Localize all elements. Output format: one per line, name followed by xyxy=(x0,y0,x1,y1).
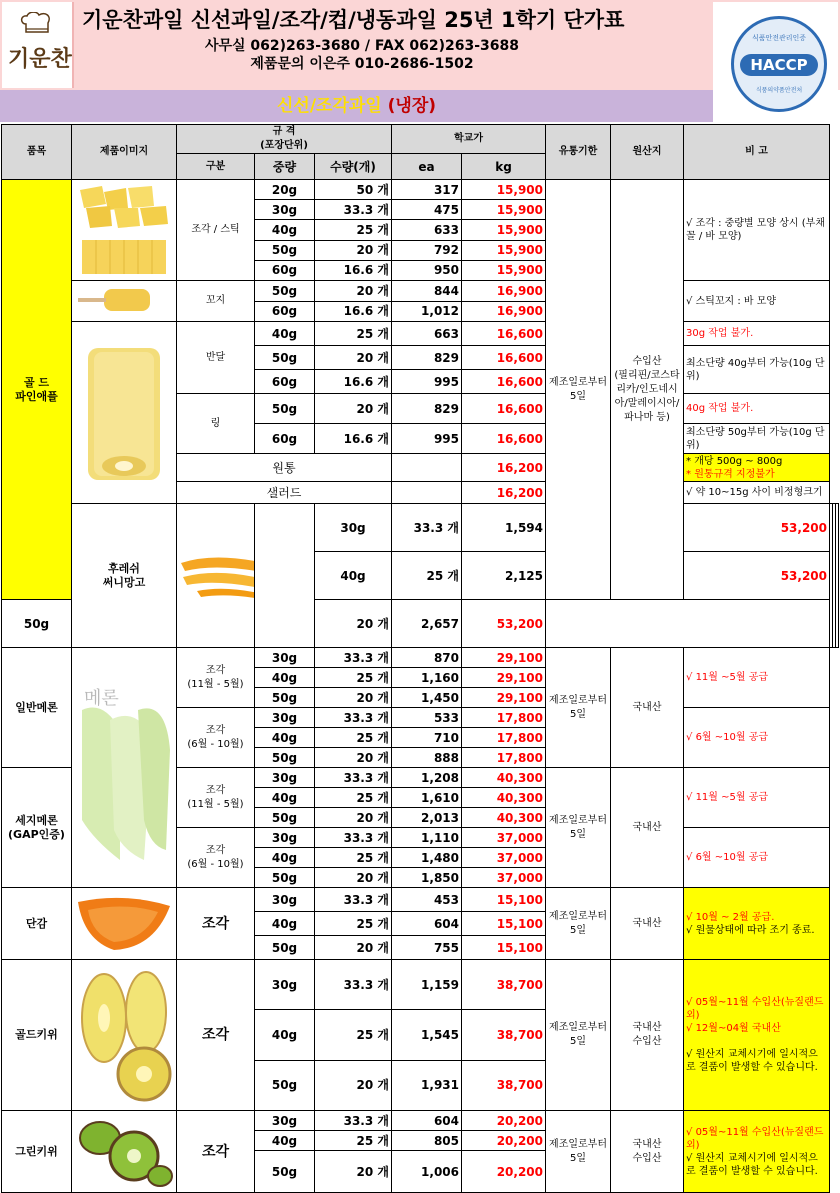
table-row: 40g 25 개 1,545 38,700 xyxy=(2,1010,839,1060)
remark: 40g 작업 불가. xyxy=(684,394,830,424)
table-row: 30g 33.3 개 475 15,900 xyxy=(2,200,839,220)
col-image: 제품이미지 xyxy=(72,125,177,180)
chef-hat-icon xyxy=(18,12,56,36)
item-name: 일반메론 xyxy=(2,648,72,768)
melon-slices-icon xyxy=(74,670,174,866)
page-title: 기운찬과일 신선과일/조각/컵/냉동과일 25년 1학기 단가표 xyxy=(82,8,625,32)
col-kg: kg xyxy=(462,154,546,180)
table-row: 반달 40g 25 개 663 16,600 30g 작업 불가. xyxy=(2,322,839,346)
price-table xyxy=(1,124,839,1193)
product-image xyxy=(72,322,177,504)
item-name: 후레쉬 써니망고 xyxy=(72,504,177,648)
green-kiwi-icon xyxy=(74,1114,174,1190)
brand-logo xyxy=(2,2,74,88)
table-row: 60g 16.6 개 1,012 16,900 xyxy=(2,301,839,322)
table-row: 일반메론 메론 조각 (11월 - 5월) 30g 33.3 개 870 29,100 제조일로부터 5일 국내산 √ 11월 ~5월 공급 xyxy=(2,648,839,668)
product-image xyxy=(72,960,177,1111)
table-row: 50g 20 개 829 16,600 최소단량 40g부터 가능(10g 단위) xyxy=(2,346,839,370)
section-title: 신선/조각과일 (냉장) xyxy=(276,96,437,116)
remark: √ 05월~11월 수입산(뉴질랜드외) √ 12월~04월 국내산 √ 원산지 교체시기에 일시적으로 결품이 발생할 수 있습니다. xyxy=(684,960,830,1111)
pineapple-cylinder-icon xyxy=(74,338,174,488)
table-row: 조각 (6월 - 10월) 30g 33.3 개 533 17,800 √ 6월 ~10월 공급 xyxy=(2,708,839,728)
table-row: 조각 (6월 - 10월) 30g 33.3 개 1,110 37,000 √ 6월 ~10월 공급 xyxy=(2,828,839,848)
pineapple-stick-icon xyxy=(74,283,174,319)
table-row: 샐러드 16,200 √ 약 10~15g 사이 비정형크기 xyxy=(2,482,839,504)
origin: 수입산 (필리핀/코스타리카/인도네시아/말레이시아/파나마 등) xyxy=(611,180,684,600)
logo-text: 기운찬 xyxy=(8,46,72,72)
table-row: 세지메론 (GAP인증) 조각 (11월 - 5월) 30g 33.3 개 1,208 40,300 제조일로부터 5일 국내산 √ 11월 ~5월 공급 xyxy=(2,768,839,788)
col-division: 구분 xyxy=(177,154,255,180)
table-row: 40g 25 개 604 15,100 xyxy=(2,912,839,936)
product-image xyxy=(72,648,177,888)
table-row: 40g 25 개 710 17,800 xyxy=(2,728,839,748)
remark: 30g 작업 불가. xyxy=(684,322,830,346)
col-school-price: 학교가 xyxy=(392,125,546,154)
table-row: 60g 16.6 개 950 15,900 xyxy=(2,260,839,280)
product-image xyxy=(72,888,177,960)
remark: 최소단량 40g부터 가능(10g 단위) xyxy=(684,346,830,394)
item-name: 그린키위 xyxy=(2,1111,72,1193)
product-image xyxy=(177,504,255,648)
remark: √ 05월~11월 수입산(뉴질랜드외) √ 원산지 교체시기에 일시적으로 결품이 발생할 수 있습니다. xyxy=(684,1111,830,1193)
col-item: 품목 xyxy=(2,125,72,180)
product-image xyxy=(72,1111,177,1193)
table-row: 50g 20 개 2,657 53,200 xyxy=(2,600,839,648)
item-name: 세지메론 (GAP인증) xyxy=(2,768,72,888)
remark xyxy=(835,504,838,648)
col-ea: ea xyxy=(392,154,462,180)
table-row: 후레쉬 써니망고 30g 33.3 개 1,594 53,200 xyxy=(2,504,839,552)
mango-slices-icon xyxy=(177,551,255,601)
svg-text:메론: 메론 xyxy=(84,687,119,709)
table-row: 40g 25 개 633 15,900 xyxy=(2,220,839,240)
table-row: 단감 조각 30g 33.3 개 453 15,100 제조일로부터 5일 국내산 √ 10월 ~ 2월 공급. √ 원물상태에 따라 조기 종료. xyxy=(2,888,839,912)
table-row: 60g 16.6 개 995 16,600 xyxy=(2,370,839,394)
table-row: 50g 20 개 1,450 29,100 xyxy=(2,688,839,708)
table-row: 40g 25 개 1,160 29,100 xyxy=(2,668,839,688)
table-row: 40g 25 개 1,610 40,300 xyxy=(2,788,839,808)
remark: * 개당 500g ~ 800g * 원통규격 지정불가 xyxy=(684,454,830,482)
table-row: 링 50g 20 개 829 16,600 40g 작업 불가. xyxy=(2,394,839,424)
remark: √ 10월 ~ 2월 공급. √ 원물상태에 따라 조기 종료. xyxy=(684,888,830,960)
col-weight: 중량 xyxy=(255,154,315,180)
col-origin: 원산지 xyxy=(611,125,684,180)
remark: √ 11월 ~5월 공급 xyxy=(684,648,830,708)
table-row: 50g 20 개 755 15,100 xyxy=(2,936,839,960)
contact-phone: 제품문의 이은주 010-2686-1502 xyxy=(250,56,474,72)
table-row: 그린키위 조각 30g 33.3 개 604 20,200 제조일로부터 5일 국내산 수입산 √ 05월~11월 수입산(뉴질랜드외) √ 원산지 교체시기에 일시적으로 결품이 발생할 수 있습니다. xyxy=(2,1111,839,1131)
item-name: 골 드 파인애플 xyxy=(2,180,72,600)
table-row: 골드키위 조각 30g 33.3 개 1,159 38,700 제조일로부터 5일 국내산 수입산 √ 05월~11월 수입산(뉴질랜드외) √ 12월~04월 국내산 √ 원산지 교체시기에 일시적으로 결품이 발생할 수 있습니다. xyxy=(2,960,839,1010)
remark: √ 6월 ~10월 공급 xyxy=(684,708,830,768)
col-quantity: 수량(개) xyxy=(315,154,392,180)
item-name: 골드키위 xyxy=(2,960,72,1111)
table-row: 50g 20 개 1,850 37,000 xyxy=(2,868,839,888)
table-row: 40g 25 개 805 20,200 xyxy=(2,1131,839,1151)
table-row: 원통 16,200 * 개당 500g ~ 800g * 원통규격 지정불가 xyxy=(2,454,839,482)
table-row: 50g 20 개 888 17,800 xyxy=(2,748,839,768)
table-row: 60g 16.6 개 995 16,600 최소단량 50g부터 가능(10g 단위) xyxy=(2,424,839,454)
remark: √ 조각 : 중량별 모양 상시 (부채꼴 / 바 모양) xyxy=(684,180,830,281)
haccp-seal-icon: 식품안전관리인증 HACCP 식품의약품안전처 xyxy=(731,16,827,112)
remark: √ 11월 ~5월 공급 xyxy=(684,768,830,828)
item-name: 단감 xyxy=(2,888,72,960)
table-row: 40g 25 개 2,125 53,200 xyxy=(2,552,839,600)
shelf-life: 제조일로부터 5일 xyxy=(546,180,611,600)
office-phone: 사무실 062)263-3680 / FAX 062)263-3688 xyxy=(204,38,519,54)
product-image xyxy=(72,180,177,281)
division: 조각 / 스틱 xyxy=(177,180,255,281)
col-spec: 규 격 (포장단위) xyxy=(177,125,392,154)
table-row: 꼬지 50g 20 개 844 16,900 √ 스틱꼬지 : 바 모양 xyxy=(2,281,839,302)
persimmon-slice-icon xyxy=(74,892,174,956)
pineapple-chunks-icon xyxy=(74,182,174,278)
table-row: 50g 20 개 792 15,900 xyxy=(2,240,839,260)
product-image xyxy=(72,281,177,322)
haccp-badge xyxy=(713,2,838,122)
remark: √ 약 10~15g 사이 비정형크기 xyxy=(684,482,830,504)
table-row: 50g 20 개 1,931 38,700 xyxy=(2,1060,839,1110)
table-row: 50g 20 개 2,013 40,300 xyxy=(2,808,839,828)
col-shelf: 유통기한 xyxy=(546,125,611,180)
gold-kiwi-icon xyxy=(74,962,174,1108)
remark: √ 스틱꼬지 : 바 모양 xyxy=(684,281,830,322)
table-row: 골 드 파인애플 조각 / 스틱 20g 50 개 317 15,900 제조일로부터 5일 수입산 (필리핀/코스타리카/인도네시아/말레이시아/파나마 등) √ 조각 : 중량별 모양 상시 (부채꼴 / 바 모양) xyxy=(2,180,839,200)
remark: 최소단량 50g부터 가능(10g 단위) xyxy=(684,424,830,454)
section-banner xyxy=(0,90,713,122)
remark: √ 6월 ~10월 공급 xyxy=(684,828,830,888)
table-row: 50g 20 개 1,006 20,200 xyxy=(2,1151,839,1193)
table-row: 40g 25 개 1,480 37,000 xyxy=(2,848,839,868)
header-row xyxy=(2,125,839,154)
col-remarks: 비 고 xyxy=(684,125,830,180)
